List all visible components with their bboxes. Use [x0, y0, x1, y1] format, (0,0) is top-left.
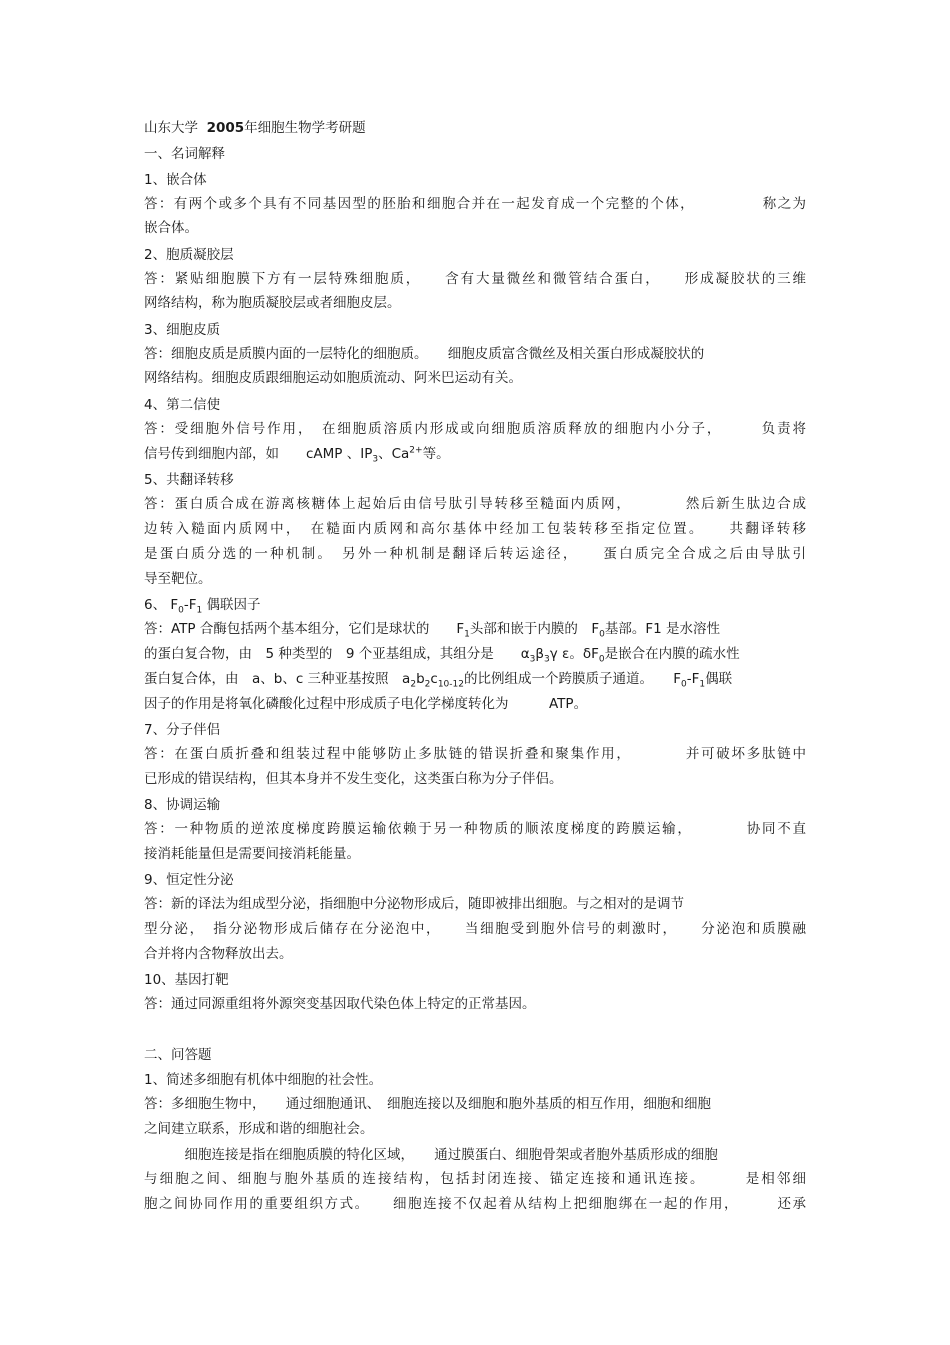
text-run: 蛋白复合体，由 a、b、c 三种亚基按照 a — [144, 671, 411, 687]
subscript: 0 — [680, 679, 687, 689]
title-year: 2005 — [206, 120, 245, 136]
text-run: -F — [183, 597, 197, 613]
text-run: 偶联 — [705, 671, 733, 687]
answer-line: 嵌合体。 — [144, 220, 198, 236]
answer-line: 答：有两个或多个具有不同基因型的胚胎和细胞合并在一起发育成一个完整的个体， 称之为 — [144, 196, 806, 212]
answer-line: 网络结构，称为胞质凝胶层或者细胞皮层。 — [144, 295, 401, 311]
term-title: 5、共翻译转移 — [144, 472, 234, 488]
term-title: 3、细胞皮质 — [144, 322, 221, 338]
answer-line — [144, 444, 806, 464]
subscript: 3 — [544, 654, 550, 664]
question-title: 1、简述多细胞有机体中细胞的社会性。 — [144, 1072, 383, 1088]
subscript: 2 — [410, 679, 417, 689]
term-title: 2、胞质凝胶层 — [144, 247, 234, 263]
subscript: 3 — [529, 654, 536, 664]
answer-line: 答：多细胞生物中， 通过细胞通讯、 细胞连接以及细胞和胞外基质的相互作用，细胞和细胞 — [144, 1096, 711, 1112]
subscript: 0 — [178, 605, 184, 615]
answer-line: 答：一种物质的逆浓度梯度跨膜运输依赖于另一种物质的顺浓度梯度的跨膜运输， 协同不直 — [144, 821, 806, 837]
text-run: 6、 F — [144, 597, 179, 613]
answer-line: 边转入糙面内质网中， 在糙面内质网和高尔基体中经加工包装转移至指定位置。 共翻译转移 — [144, 521, 806, 537]
text-run: 的比例组成一个跨膜质子通道。 F — [463, 671, 681, 687]
answer-line: 接消耗能量但是需要间接消耗能量。 — [144, 846, 360, 862]
term-title: 7、分子伴侣 — [144, 722, 221, 738]
answer-line: 因子的作用是将氧化磷酸化过程中形成质子电化学梯度转化为 ATP。 — [144, 696, 588, 712]
term-title: 4、第二信使 — [144, 397, 221, 413]
answer-line: 答：细胞皮质是质膜内面的一层特化的细胞质。 细胞皮质富含微丝及相关蛋白形成凝胶状的 — [144, 346, 705, 362]
text-run: 的蛋白复合物，由 5 种类型的 9 个亚基组成，其组分是 α — [144, 646, 530, 662]
answer-line: 答：紧贴细胞膜下方有一层特殊细胞质， 含有大量微丝和微管结合蛋白， 形成凝胶状的三维 — [144, 271, 806, 287]
answer-line: 网络结构。细胞皮质跟细胞运动如胞质流动、阿米巴运动有关。 — [144, 370, 522, 386]
answer-line: 细胞连接是指在细胞质膜的特化区域， 通过膜蛋白、细胞骨架或者胞外基质形成的细胞 — [144, 1147, 718, 1163]
subscript: 2 — [424, 679, 431, 689]
subscript: 0 — [598, 654, 605, 664]
term-title — [144, 595, 806, 615]
text-run: 等。 — [422, 446, 450, 462]
term-title: 8、协调运输 — [144, 797, 221, 813]
answer-line: 答：新的译法为组成型分泌，指细胞中分泌物形成后，随即被排出细胞。与之相对的是调节 — [144, 896, 684, 912]
answer-line — [144, 644, 806, 664]
answer-line: 答：受细胞外信号作用， 在细胞质溶质内形成或向细胞质溶质释放的细胞内小分子， 负责将 — [144, 421, 806, 437]
answer-line: 合并将内含物释放出去。 — [144, 946, 293, 962]
section-heading: 一、名词解释 — [144, 146, 225, 162]
title-school: 山东大学 — [144, 120, 198, 136]
subscript: 3 — [372, 454, 379, 464]
subscript: 0 — [599, 629, 605, 639]
text-run: γ ε。δF — [549, 646, 599, 662]
answer-line: 胞之间协同作用的重要组织方式。 细胞连接不仅起着从结构上把细胞绑在一起的作用， 还承 — [144, 1196, 806, 1212]
text-run: β — [535, 646, 545, 662]
answer-line: 与细胞之间、细胞与胞外基质的连接结构，包括封闭连接、锚定连接和通讯连接。 是相邻细 — [144, 1171, 806, 1187]
answer-line: 已形成的错误结构，但其本身并不发生变化，这类蛋白称为分子伴侣。 — [144, 771, 563, 787]
text-run: 信号传到细胞内部，如 cAMP 、IP — [144, 446, 373, 462]
term-title: 9、恒定性分泌 — [144, 872, 234, 888]
text-run: b — [416, 671, 425, 687]
text-run: 答：ATP 合酶包括两个基本组分，它们是球状的 F — [144, 621, 465, 637]
text-run: 偶联因子 — [202, 597, 261, 613]
text-run: -F — [686, 671, 700, 687]
text-run: 、Ca — [378, 446, 410, 462]
text-run: 头部和嵌于内膜的 F — [469, 621, 600, 637]
subscript: 10-12 — [437, 679, 464, 689]
subscript: 1 — [196, 605, 203, 615]
answer-line — [144, 619, 806, 639]
superscript: 2+ — [409, 445, 423, 456]
answer-line: 之间建立联系，形成和谐的细胞社会。 — [144, 1121, 374, 1137]
subscript: 1 — [464, 629, 470, 639]
text-run: 基部。F1 是水溶性 — [604, 621, 721, 637]
term-title: 10、基因打靶 — [144, 972, 229, 988]
answer-line: 导至靶位。 — [144, 571, 212, 587]
text-run: 是嵌合在内膜的疏水性 — [604, 646, 740, 662]
subscript: 1 — [699, 679, 706, 689]
title-rest: 年细胞生物学考研题 — [244, 120, 366, 136]
answer-line: 型分泌， 指分泌物形成后储存在分泌泡中， 当细胞受到胞外信号的刺激时， 分泌泡和质膜融 — [144, 921, 806, 937]
answer-line: 答：蛋白质合成在游离核糖体上起始后由信号肽引导转移至糙面内质网， 然后新生肽边合成 — [144, 496, 806, 512]
section-heading: 二、问答题 — [144, 1047, 212, 1063]
answer-line: 是蛋白质分选的一种机制。 另外一种机制是翻译后转运途径， 蛋白质完全合成之后由导肽引 — [144, 546, 806, 562]
term-title: 1、嵌合体 — [144, 172, 207, 188]
text-run: c — [430, 671, 438, 687]
answer-line: 答：在蛋白质折叠和组装过程中能够防止多肽链的错误折叠和聚集作用， 并可破坏多肽链中 — [144, 746, 806, 762]
answer-line: 答：通过同源重组将外源突变基因取代染色体上特定的正常基因。 — [144, 996, 536, 1012]
document-title — [144, 118, 806, 138]
answer-line — [144, 669, 806, 689]
